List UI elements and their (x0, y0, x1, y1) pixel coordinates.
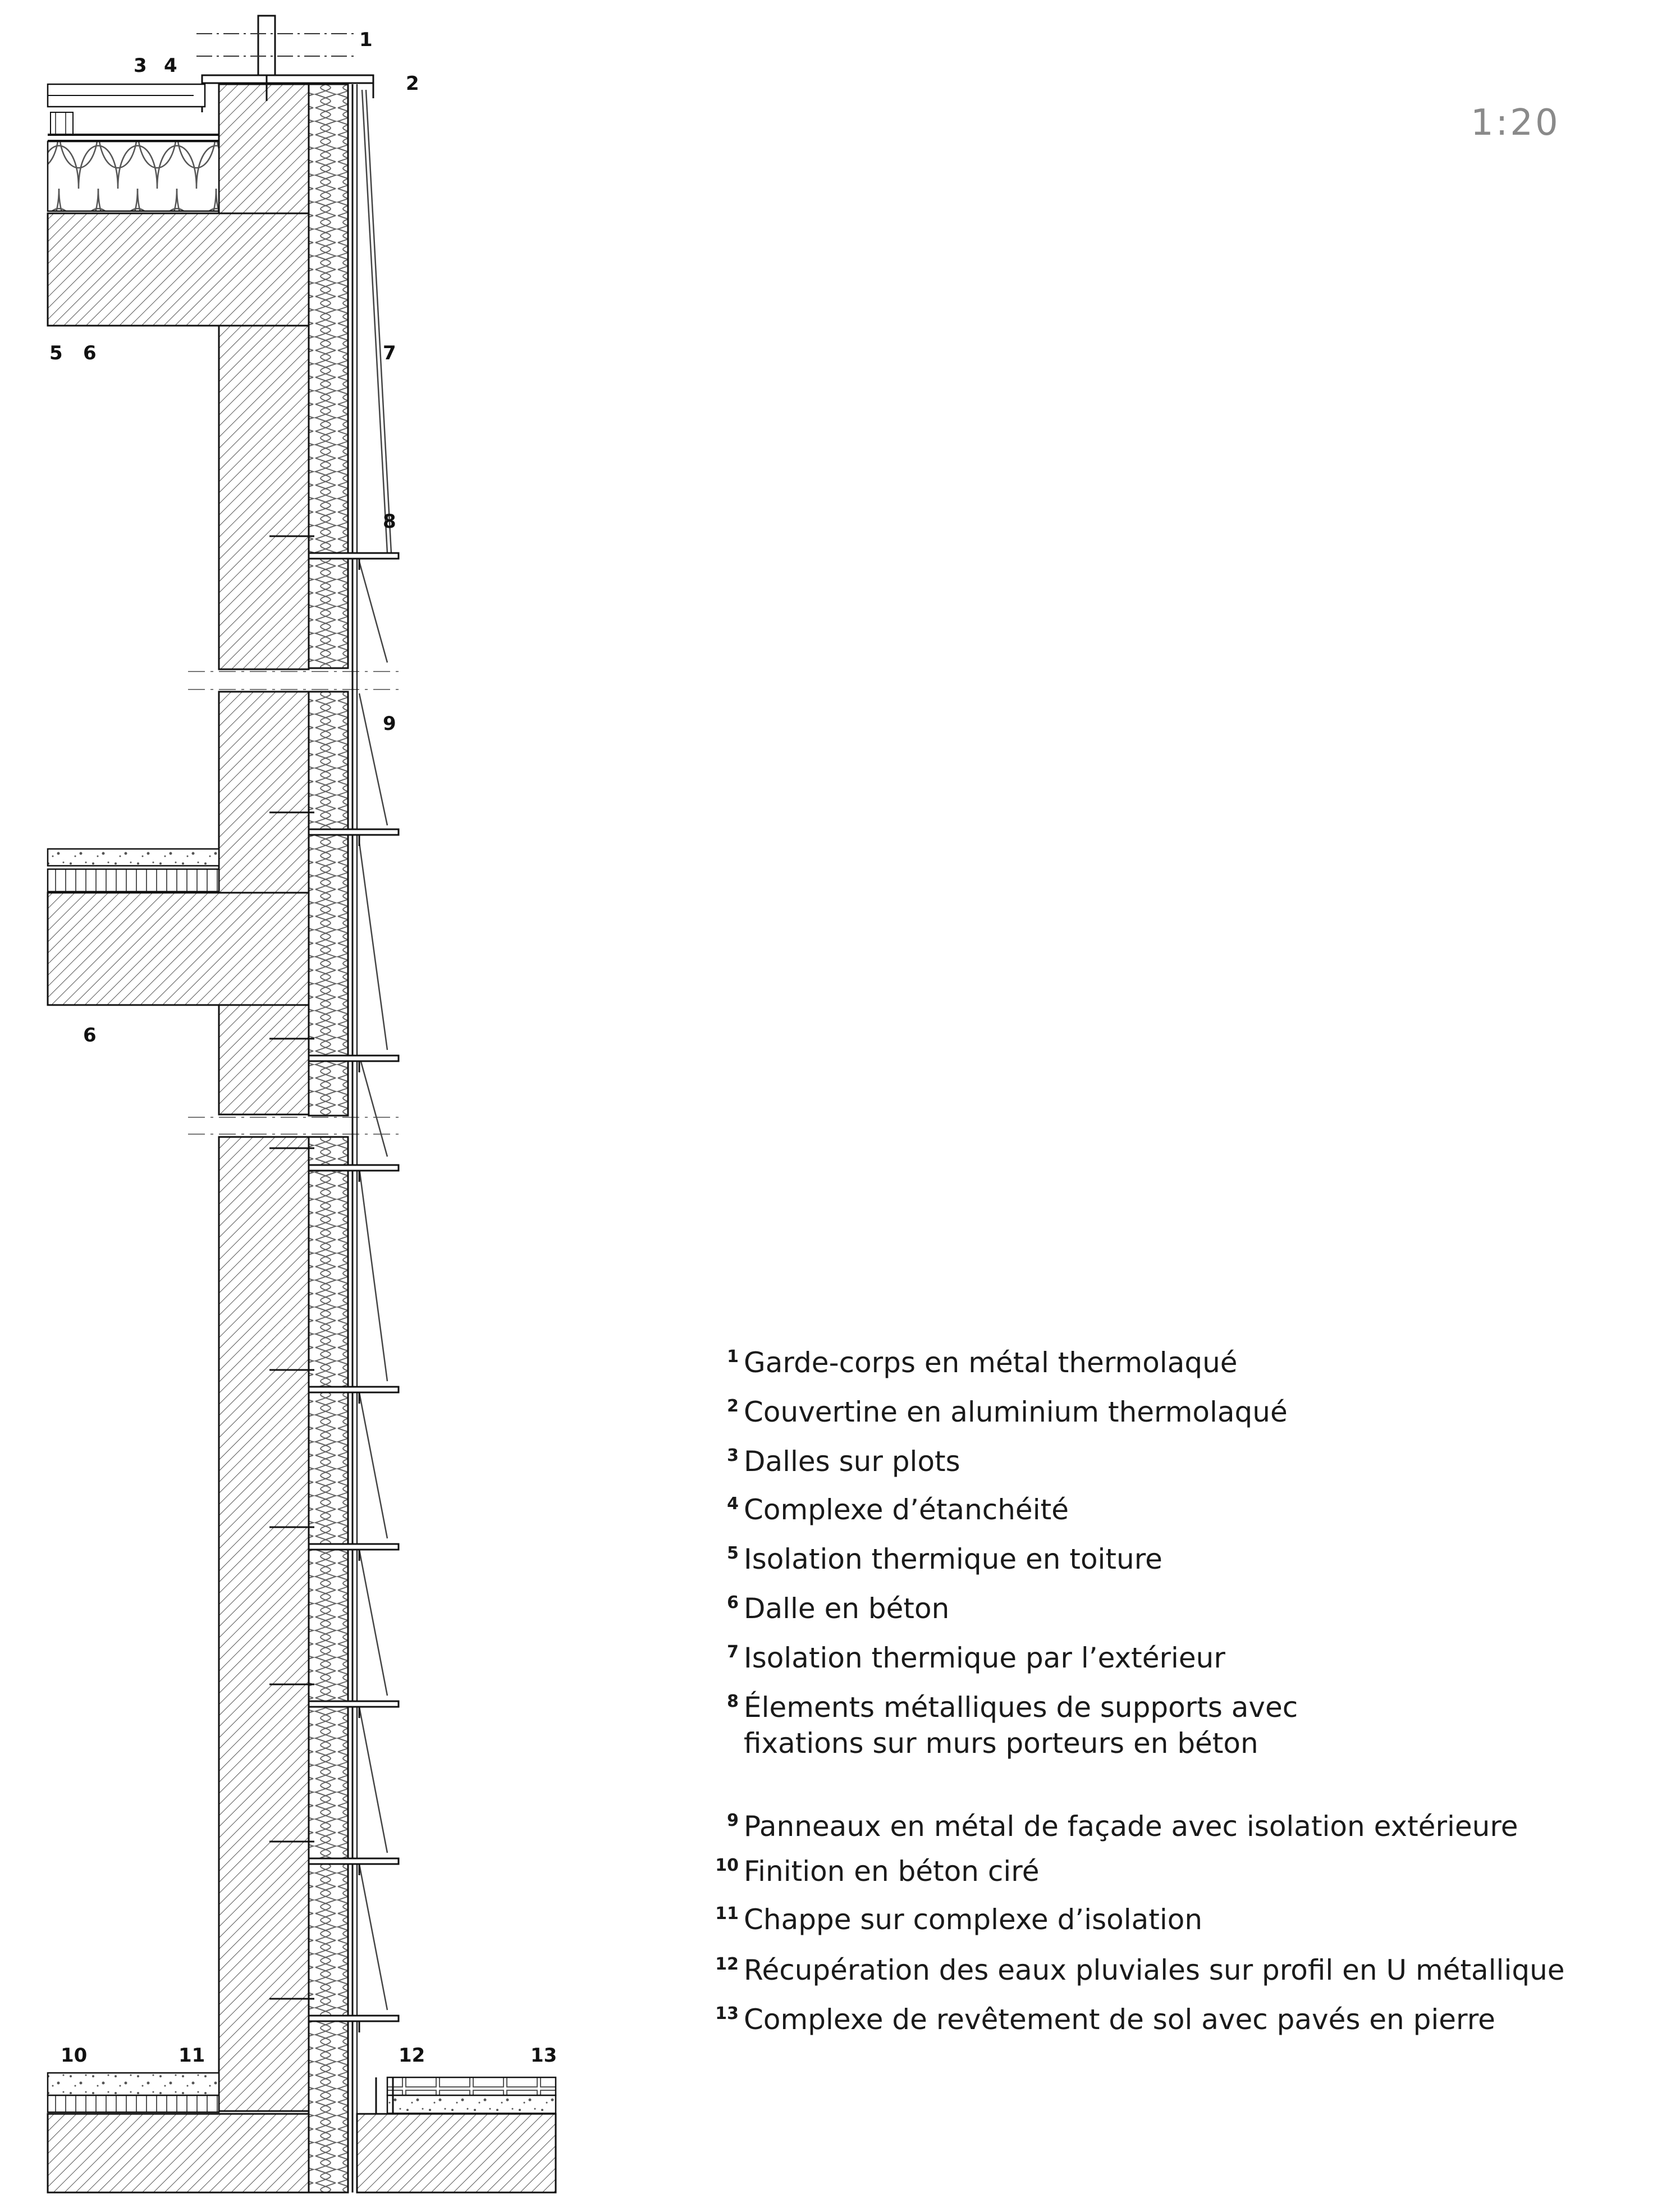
callout-1: 1 (359, 29, 373, 51)
legend-item-text: Dalle en béton (744, 1592, 950, 1625)
legend-item-text: Complexe d’étanchéité (744, 1493, 1069, 1526)
callout-13: 13 (530, 2044, 557, 2067)
legend-item-text: Récupération des eaux pluviales sur profil en U métallique (744, 1954, 1565, 1986)
legend-item-number: 3 (727, 1446, 739, 1465)
legend-item-number: 13 (715, 2004, 739, 2023)
callout-6-roof: 6 (83, 342, 97, 364)
legend-item (713, 1689, 1633, 1761)
legend-item-number: 11 (715, 1904, 739, 1924)
legend-item-number: 2 (727, 1396, 739, 1416)
callout-12: 12 (399, 2044, 425, 2067)
legend-item-text: Isolation thermique par l’extérieur (744, 1642, 1225, 1674)
callout-10: 10 (61, 2044, 88, 2067)
callout-5: 5 (49, 342, 63, 364)
legend-item (713, 1902, 1633, 1938)
callout-3: 3 (134, 54, 147, 77)
legend-item-text: Finition en béton ciré (744, 1855, 1040, 1888)
legend-item-number: 10 (715, 1856, 739, 1875)
legend-item (713, 1443, 1633, 1479)
legend-item-text: Complexe de revêtement de sol avec pavés en pierre (744, 2003, 1495, 2036)
legend-item (713, 1591, 1633, 1627)
legend-item-text: fixations sur murs porteurs en béton (744, 1727, 1258, 1760)
legend-item-number: 6 (727, 1593, 739, 1612)
legend-item-text: Couvertine en aluminium thermolaqué (744, 1396, 1288, 1428)
legend-item (713, 1345, 1633, 1381)
legend-item-text: Élements métalliques de supports avec (744, 1691, 1298, 1724)
legend-item (713, 1541, 1633, 1577)
callout-9: 9 (383, 712, 396, 735)
legend-item-text: Chappe sur complexe d’isolation (744, 1903, 1203, 1936)
legend-item-number: 9 (727, 1811, 739, 1830)
legend-list (713, 1345, 1633, 2038)
legend-item (713, 1853, 1633, 1889)
legend-item (713, 1492, 1633, 1528)
legend-item (713, 1640, 1633, 1676)
legend-item-number: 5 (727, 1543, 739, 1563)
roof-slab (48, 213, 309, 326)
bearing-wall (188, 326, 399, 2111)
legend-item-number: 8 (727, 1692, 739, 1711)
legend-item (713, 1394, 1633, 1430)
legend-item-text: Panneaux en métal de façade avec isolation extérieure (744, 1810, 1518, 1843)
roof-build-up (48, 84, 219, 211)
legend-item-text: Isolation thermique en toiture (744, 1543, 1162, 1575)
legend-item (713, 1952, 1633, 1988)
callout-4: 4 (164, 54, 177, 77)
legend-item-number: 4 (727, 1494, 739, 1514)
exterior-insulation (309, 84, 357, 2192)
legend-item-text: Garde-corps en métal thermolaqué (744, 1346, 1238, 1379)
callout-7: 7 (383, 342, 396, 364)
legend-item (713, 2002, 1633, 2038)
legend-item (713, 1808, 1633, 1844)
legend-item-number: 7 (727, 1642, 739, 1662)
callout-2: 2 (406, 72, 419, 95)
metal-cladding-panels (359, 90, 391, 2010)
scale-label: 1:20 (1471, 102, 1560, 144)
callout-6-floor: 6 (83, 1024, 97, 1047)
legend-item-number: 12 (715, 1954, 739, 1974)
legend-item-number: 1 (727, 1347, 739, 1367)
callout-11: 11 (178, 2044, 205, 2067)
callout-8: 8 (383, 510, 396, 533)
legend-item-text: Dalles sur plots (744, 1445, 960, 1478)
